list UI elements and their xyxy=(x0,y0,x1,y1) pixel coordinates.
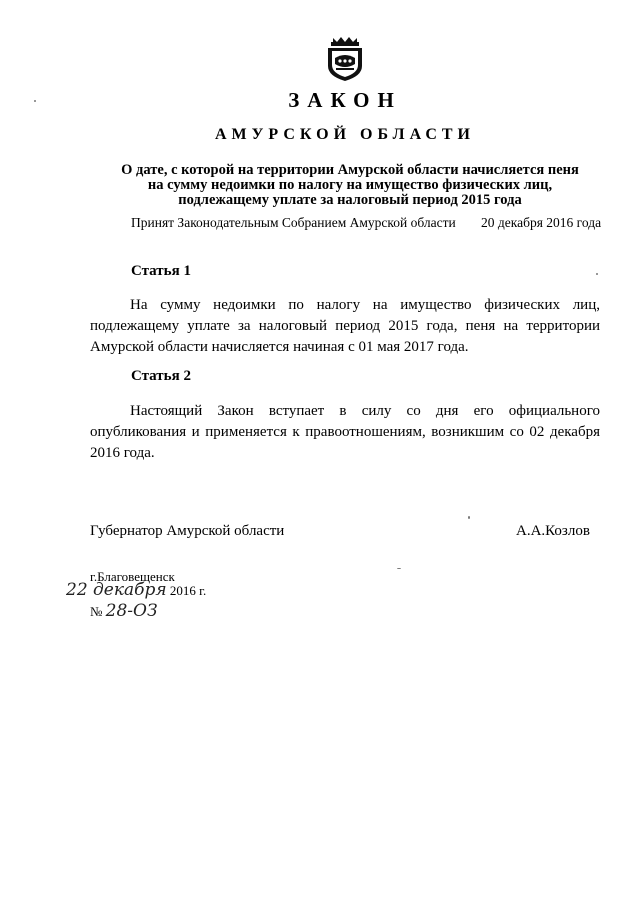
adopted-by: Принят Законодательным Собранием Амурской области xyxy=(131,215,456,230)
article-1-paragraph: На сумму недоимки по налогу на имущество физических лиц, подлежащему уплате за налоговый период 2015 года, пеня на территории Амурской области начисляется начиная с 01 мая 2017 года. xyxy=(90,297,600,355)
law-title-line: подлежащему уплате за налоговый период 2015 года xyxy=(178,192,522,208)
signing-city: г.Благовещенск xyxy=(90,569,175,584)
law-title-line: на сумму недоимки по налогу на имущество физических лиц, xyxy=(147,177,553,193)
law-title-line: О дате, с которой на территории Амурской области начисляется пеня xyxy=(121,162,579,178)
signing-year: 2016 г. xyxy=(169,583,207,598)
handwritten-date: 22 декабря xyxy=(66,580,167,600)
scan-speck xyxy=(397,568,401,569)
coat-of-arms-icon xyxy=(323,36,367,82)
governor-name: А.А.Козлов xyxy=(516,523,590,539)
adopted-date: 20 декабря 2016 года xyxy=(481,215,602,230)
law-title xyxy=(100,163,600,208)
signing-date xyxy=(66,580,206,600)
scan-speck xyxy=(34,100,36,102)
article-2-text xyxy=(90,401,600,464)
law-number xyxy=(90,601,158,621)
number-sign: № xyxy=(90,604,103,619)
handwritten-number: 28-ОЗ xyxy=(105,601,158,621)
governor-title: Губернатор Амурской области xyxy=(90,523,285,539)
article-1-heading: Статья 1 xyxy=(131,263,191,279)
article-2-paragraph: Настоящий Закон вступает в силу со дня его официального опубликования и применяется к правоотношениям, возникшим со 02 декабря 2016 года. xyxy=(90,403,600,461)
document-type: ЗАКОН xyxy=(288,88,402,112)
article-1-text xyxy=(90,295,600,358)
article-2-heading: Статья 2 xyxy=(131,368,191,384)
scan-speck xyxy=(596,273,598,275)
region-title: АМУРСКОЙ ОБЛАСТИ xyxy=(215,126,475,143)
scan-speck xyxy=(468,516,470,519)
